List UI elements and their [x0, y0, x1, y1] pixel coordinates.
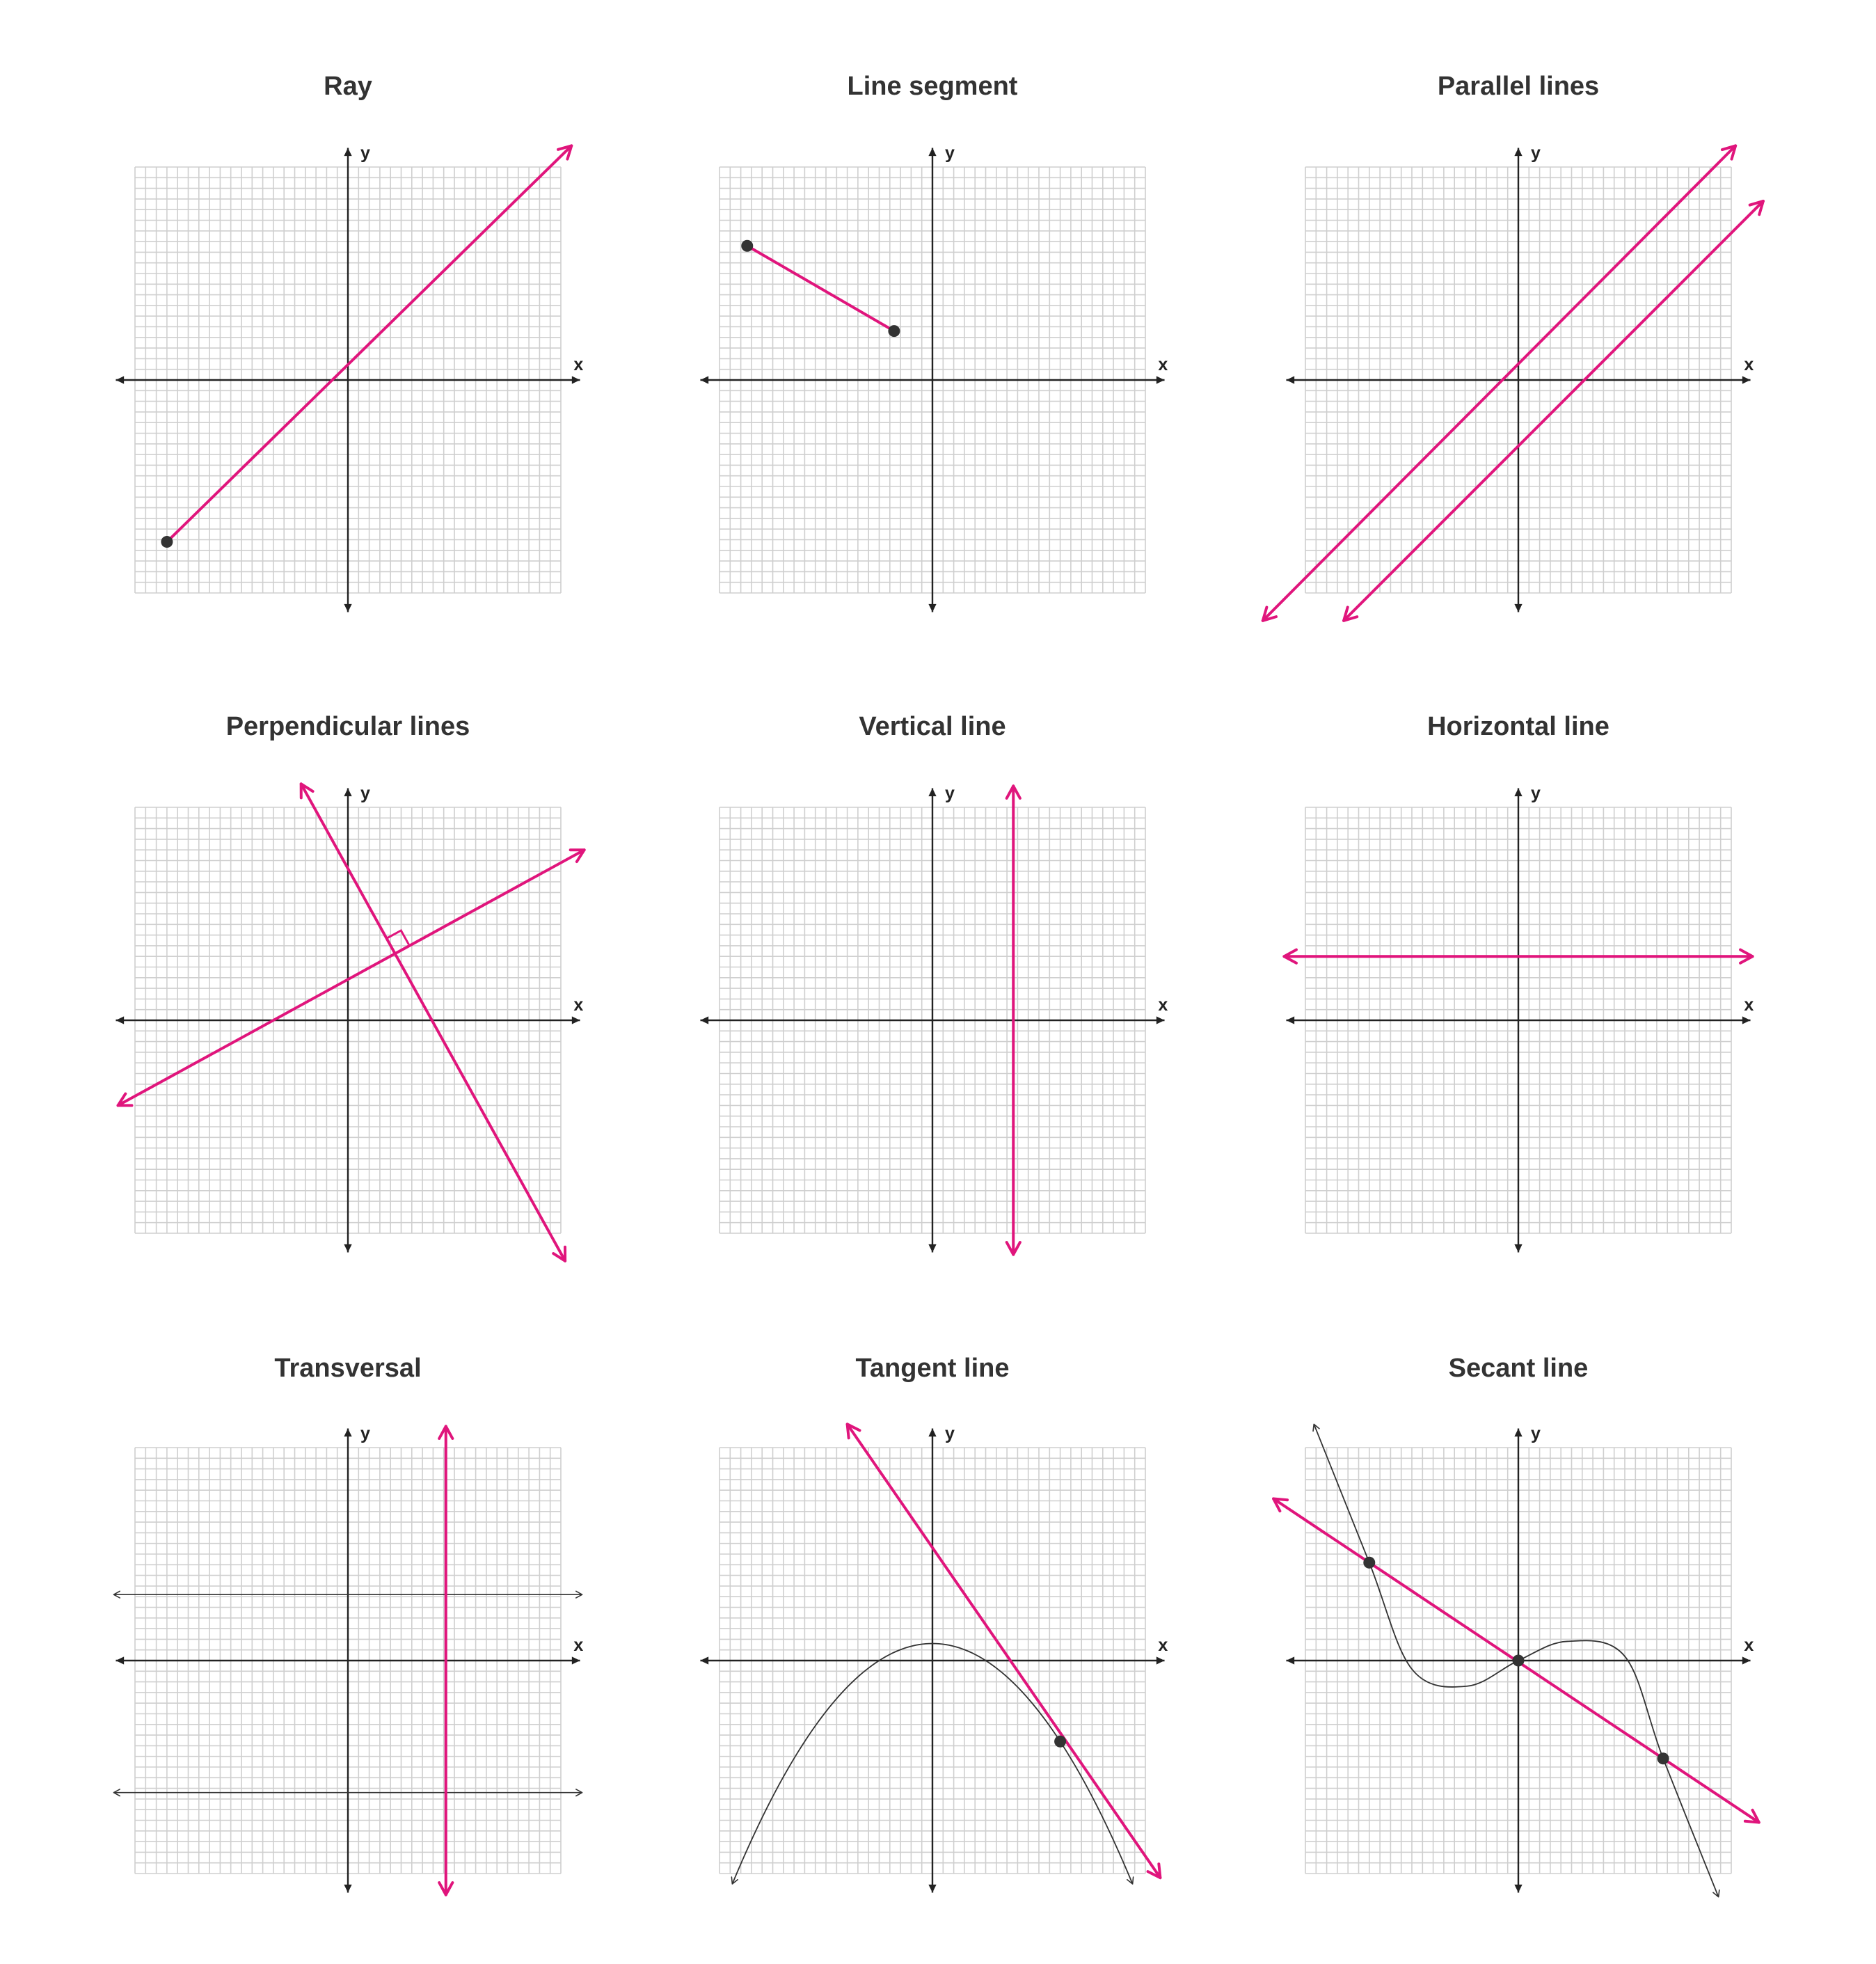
y-axis-label: y: [1531, 143, 1541, 163]
tangent-point: [1054, 1736, 1066, 1748]
panel-title-perpendicular-lines: Perpendicular lines: [225, 712, 470, 741]
y-axis-arrow-up: [344, 1428, 351, 1436]
y-axis-arrow-down: [1514, 1885, 1522, 1893]
y-axis-arrow-down: [344, 604, 351, 612]
x-axis-arrow-right: [572, 376, 580, 383]
x-axis-arrow-right: [1742, 1656, 1751, 1664]
y-axis-arrow-down: [344, 1244, 351, 1253]
y-axis-label: y: [945, 1423, 955, 1443]
figure-ray: [161, 145, 571, 548]
graph-horizontal-line: [1268, 770, 1769, 1271]
y-axis-arrow-down: [928, 604, 936, 612]
axes: [700, 1424, 1168, 1893]
x-axis-arrow-right: [1156, 1016, 1165, 1024]
x-axis-arrow-right: [1742, 1016, 1751, 1024]
panel-title-ray: Ray: [324, 72, 372, 101]
x-axis-arrow-left: [1286, 1016, 1294, 1024]
y-axis-arrow-up: [1514, 148, 1522, 156]
y-axis-arrow-up: [928, 788, 936, 796]
panel-title-transversal: Transversal: [274, 1354, 422, 1383]
axes: [116, 1424, 583, 1893]
secant-point-1: [1363, 1557, 1375, 1569]
axes: [116, 143, 583, 612]
y-axis-label: y: [1531, 1423, 1541, 1443]
x-axis-arrow-left: [700, 1016, 708, 1024]
panel-title-tangent-line: Tangent line: [855, 1354, 1010, 1383]
x-axis-label: x: [1158, 355, 1168, 374]
y-axis-arrow-up: [928, 1428, 936, 1436]
x-axis-label: x: [573, 355, 584, 374]
y-axis-arrow-down: [1514, 1244, 1522, 1253]
x-axis-label: x: [573, 1636, 584, 1655]
x-axis-arrow-left: [1286, 376, 1294, 383]
y-axis-arrow-up: [1514, 1428, 1522, 1436]
axes: [700, 784, 1168, 1253]
y-axis-label: y: [945, 783, 955, 803]
x-axis-arrow-left: [116, 1656, 124, 1664]
x-axis-label: x: [1158, 1636, 1168, 1655]
figure-line-segment: [741, 240, 900, 337]
parallel-line-2: [1344, 201, 1763, 621]
x-axis-arrow-left: [116, 376, 124, 383]
x-axis-arrow-right: [572, 1016, 580, 1024]
axes: [1286, 143, 1754, 612]
y-axis-arrow-down: [344, 1885, 351, 1893]
secant-point-3: [1658, 1752, 1669, 1764]
graph-tangent-line: [682, 1410, 1183, 1911]
y-axis-label: y: [360, 1423, 370, 1443]
x-axis-arrow-right: [1742, 376, 1751, 383]
segment-endpoint-a: [741, 240, 753, 252]
x-axis-arrow-right: [572, 1656, 580, 1664]
graph-ray: [97, 129, 598, 631]
x-axis-label: x: [1744, 355, 1754, 374]
panel-title-line-segment: Line segment: [847, 72, 1018, 101]
secant-point-2: [1513, 1655, 1525, 1667]
x-axis-arrow-left: [1286, 1656, 1294, 1664]
x-axis-arrow-left: [700, 1656, 708, 1664]
graph-parallel-lines: [1268, 129, 1769, 631]
y-axis-label: y: [360, 783, 370, 803]
y-axis-label: y: [945, 143, 955, 163]
graph-transversal: [97, 1410, 598, 1911]
y-axis-arrow-up: [344, 788, 351, 796]
y-axis-arrow-down: [1514, 604, 1522, 612]
ray-endpoint: [161, 536, 173, 548]
x-axis-arrow-left: [116, 1016, 124, 1024]
segment-endpoint-b: [888, 325, 900, 337]
y-axis-arrow-down: [928, 1244, 936, 1253]
graph-perpendicular-lines: [97, 770, 598, 1271]
graph-vertical-line: [682, 770, 1183, 1271]
y-axis-label: y: [360, 143, 370, 163]
panel-title-secant-line: Secant line: [1448, 1354, 1589, 1383]
x-axis-label: x: [1158, 995, 1168, 1015]
x-axis-arrow-right: [1156, 1656, 1165, 1664]
graph-secant-line: [1268, 1410, 1769, 1911]
x-axis-label: x: [1744, 1636, 1754, 1655]
segment-line: [747, 246, 894, 331]
x-axis-arrow-right: [1156, 376, 1165, 383]
y-axis-arrow-up: [928, 148, 936, 156]
y-axis-arrow-up: [1514, 788, 1522, 796]
x-axis-label: x: [573, 995, 584, 1015]
x-axis-label: x: [1744, 995, 1754, 1015]
y-axis-arrow-down: [928, 1885, 936, 1893]
parallel-line-1: [1263, 145, 1735, 620]
graph-line-segment: [682, 129, 1183, 631]
x-axis-arrow-left: [700, 376, 708, 383]
panel-title-parallel-lines: Parallel lines: [1437, 72, 1600, 101]
panel-title-horizontal-line: Horizontal line: [1427, 712, 1609, 741]
axes: [700, 143, 1168, 612]
panel-title-vertical-line: Vertical line: [859, 712, 1006, 741]
axes: [116, 784, 583, 1253]
y-axis-arrow-up: [344, 148, 351, 156]
figure-tangent-line: [731, 1424, 1160, 1884]
y-axis-label: y: [1531, 783, 1541, 803]
axes: [1286, 784, 1754, 1253]
